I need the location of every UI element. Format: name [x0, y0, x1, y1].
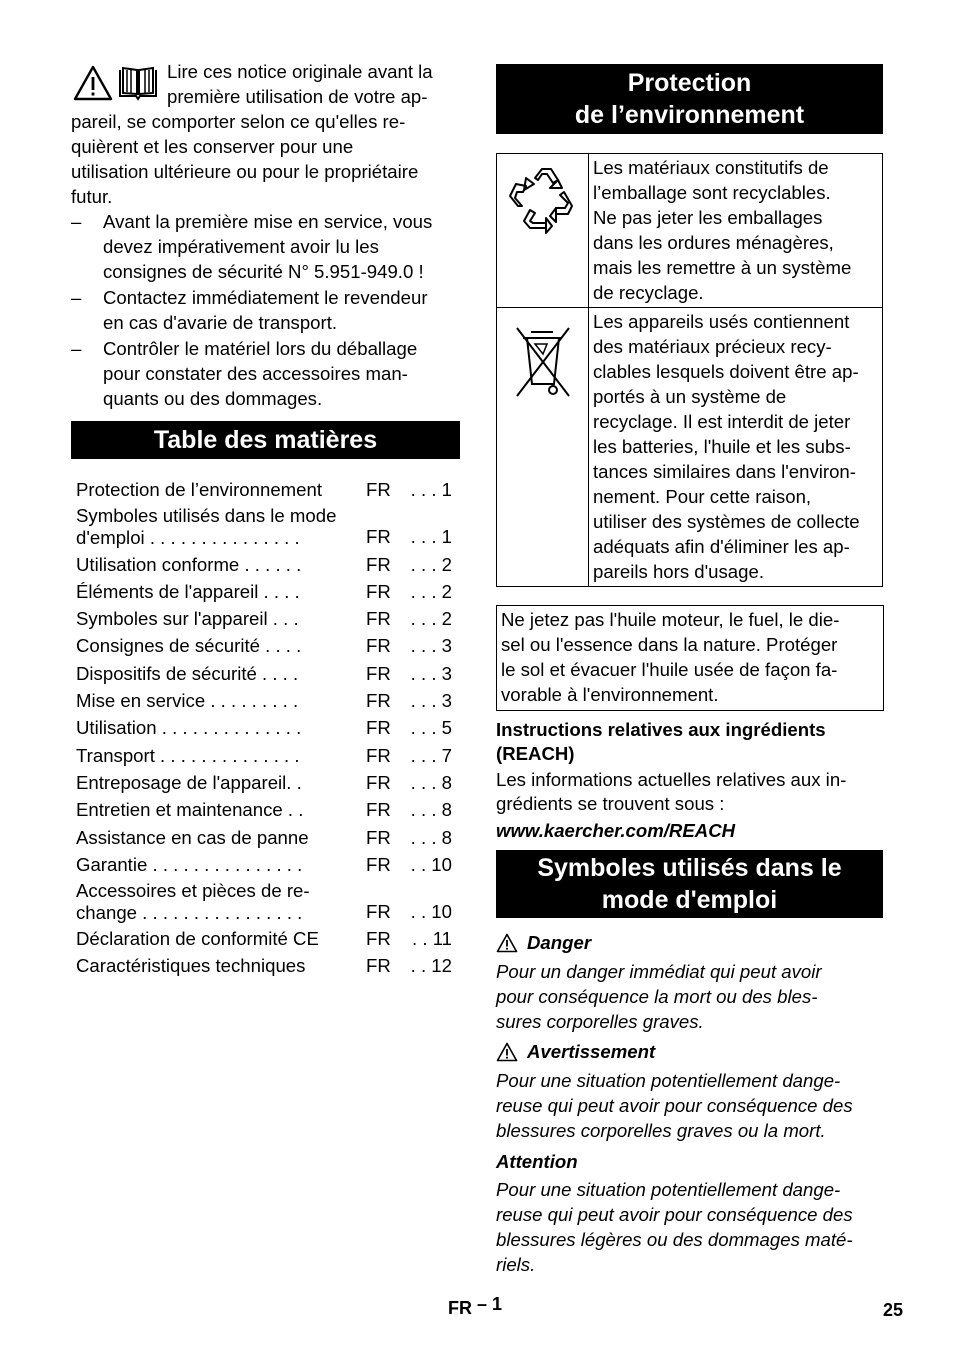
- heading-line: mode d'emploi: [601, 886, 778, 914]
- toc-title: Éléments de l'appareil . . . .: [76, 580, 300, 602]
- toc-title: Utilisation conforme . . . . . .: [76, 553, 302, 575]
- warning-line: Pour une situation potentiellement dange-: [496, 1070, 841, 1091]
- toc-row[interactable]: [76, 824, 458, 851]
- toc-lang: FR: [366, 690, 391, 712]
- environment-table: [496, 153, 883, 587]
- toc-lang: FR: [366, 928, 391, 950]
- recycle-line: l’emballage sont recyclables.: [593, 182, 831, 203]
- bullet-dash: –: [71, 211, 82, 232]
- recycle-icon-cell: [497, 154, 589, 308]
- toc-row[interactable]: [76, 660, 458, 687]
- toc-row[interactable]: [76, 504, 458, 551]
- oil-line: sel ou l'essence dans la nature. Protéger: [501, 634, 838, 655]
- recycle-text-cell: [589, 154, 883, 308]
- toc-lang: FR: [366, 900, 391, 922]
- intro-line-2: première utilisation de votre ap-: [167, 86, 428, 107]
- oil-line: Ne jetez pas l'huile moteur, le fuel, le die-: [501, 609, 840, 630]
- caution-text: [496, 1177, 886, 1277]
- toc-row[interactable]: [76, 477, 458, 504]
- toc-row[interactable]: [76, 688, 458, 715]
- danger-text: [496, 959, 886, 1034]
- toc-title: Symboles sur l'appareil . . .: [76, 608, 299, 630]
- toc-row[interactable]: [76, 797, 458, 824]
- reach-link[interactable]: www.kaercher.com/REACH: [496, 820, 736, 841]
- toc-title: Entretien et maintenance . .: [76, 799, 304, 821]
- toc-title: Déclaration de conformité CE: [76, 928, 319, 950]
- crossed-bin-icon-cell: [497, 308, 589, 587]
- weee-line: tances similaires dans l'environ-: [593, 461, 856, 482]
- toc-row[interactable]: [76, 742, 458, 769]
- recycle-icon: [506, 166, 580, 246]
- reach-title-line: (REACH): [496, 743, 575, 764]
- toc-title: Entreposage de l'appareil. .: [76, 771, 302, 793]
- weee-line: portés à un système de: [593, 386, 787, 407]
- weee-line: pareils hors d'usage.: [593, 561, 764, 582]
- bullet-dash: –: [71, 287, 82, 308]
- warning-text: [496, 1068, 886, 1143]
- caution-line: blessures légères ou des dommages maté-: [496, 1229, 853, 1250]
- toc-page: . . . 5: [410, 717, 452, 739]
- intro-line: quièrent et les conserver pour une: [71, 136, 354, 157]
- weee-line: recyclage. Il est interdit de jeter: [593, 411, 851, 432]
- page-number: 25: [883, 1300, 904, 1320]
- warning-heading: [496, 1039, 655, 1064]
- toc-page: . . . 7: [410, 744, 452, 766]
- toc-lang: FR: [366, 662, 391, 684]
- bullet-line: quants ou des dommages.: [103, 388, 323, 409]
- toc-lang: FR: [366, 580, 391, 602]
- toc-title: [76, 880, 361, 924]
- table-of-contents: [76, 477, 458, 980]
- bullet-line: Contrôler le matériel lors du déballage: [103, 338, 418, 359]
- toc-lang: FR: [366, 853, 391, 875]
- reach-title-line: Instructions relatives aux ingrédients: [496, 719, 826, 740]
- heading-line: de l’environnement: [574, 101, 805, 129]
- intro-first-lines: [167, 59, 467, 109]
- heading-line: Symboles utilisés dans le: [537, 854, 842, 882]
- warning-line: blessures corporelles graves ou la mort.: [496, 1120, 826, 1141]
- oil-line: le sol et évacuer l'huile usée de façon fa-: [501, 659, 838, 680]
- toc-lang: FR: [366, 479, 391, 501]
- intro-line: futur.: [71, 186, 113, 207]
- toc-page: . . . 3: [410, 635, 452, 657]
- intro-line: pareil, se comporter selon ce qu'elles re-: [71, 111, 406, 132]
- weee-text-cell: [589, 308, 883, 587]
- toc-page: . . 11: [412, 928, 452, 950]
- toc-page: . . . 2: [410, 608, 452, 630]
- danger-line: sures corporelles graves.: [496, 1011, 704, 1032]
- toc-lang: FR: [366, 955, 391, 977]
- toc-page: . . . 8: [410, 799, 452, 821]
- recycle-line: mais les remettre à un système: [593, 257, 852, 278]
- recycle-row: [497, 154, 883, 308]
- toc-page: . . . 2: [410, 580, 452, 602]
- toc-lang: FR: [366, 553, 391, 575]
- intro-line-1: Lire ces notice originale avant la: [167, 61, 433, 82]
- bullet-line: consignes de sécurité N° 5.951-949.0 !: [103, 261, 424, 282]
- footer-num: 1: [492, 1294, 503, 1314]
- footer-num-group: [477, 1294, 502, 1314]
- toc-title: Transport . . . . . . . . . . . . . .: [76, 744, 300, 766]
- warning-triangle-icon: [496, 1042, 518, 1062]
- warning-line: reuse qui peut avoir pour conséquence des: [496, 1095, 853, 1116]
- toc-page: . . . 8: [410, 771, 452, 793]
- toc-page: . . . 1: [410, 526, 452, 548]
- toc-page: . . 10: [410, 853, 452, 875]
- toc-title: Garantie . . . . . . . . . . . . . . .: [76, 853, 303, 875]
- caution-line: Pour une situation potentiellement dange-: [496, 1179, 841, 1200]
- bullet-dash: –: [71, 338, 82, 359]
- toc-row[interactable]: [76, 879, 458, 926]
- toc-page: . . . 3: [410, 662, 452, 684]
- recycle-line: de recyclage.: [593, 282, 704, 303]
- caution-heading: [496, 1149, 578, 1174]
- danger-line: Pour un danger immédiat qui peut avoir: [496, 961, 822, 982]
- toc-row[interactable]: [76, 606, 458, 633]
- caution-label: Attention: [496, 1151, 578, 1172]
- toc-page: . . . 3: [410, 690, 452, 712]
- warning-label: Avertissement: [527, 1041, 656, 1062]
- toc-page: . . 10: [410, 900, 452, 922]
- toc-title: Assistance en cas de panne: [76, 826, 309, 848]
- toc-lang: FR: [366, 608, 391, 630]
- symbols-heading: [496, 850, 883, 918]
- toc-title: [76, 505, 361, 549]
- heading-line: Protection: [627, 69, 752, 97]
- toc-heading: Table des matières: [71, 421, 460, 459]
- intro-rest: [71, 109, 466, 209]
- toc-row[interactable]: [76, 852, 458, 879]
- intro-line: utilisation ultérieure ou pour le propriétaire: [71, 161, 419, 182]
- toc-title: Protection de l’environnement: [76, 479, 322, 501]
- toc-lang: FR: [366, 526, 391, 548]
- intro-bullet-list: [71, 209, 463, 412]
- footer-section-ref: [448, 1296, 502, 1321]
- caution-line: riels.: [496, 1254, 536, 1275]
- weee-line: des matériaux précieux recy-: [593, 336, 832, 357]
- footer-dash: –: [477, 1294, 488, 1314]
- toc-title-line: Symboles utilisés dans le mode: [76, 505, 337, 527]
- toc-lang: FR: [366, 635, 391, 657]
- toc-row[interactable]: [76, 926, 458, 953]
- manual-book-icon: [117, 66, 159, 108]
- weee-line: nement. Pour cette raison,: [593, 486, 812, 507]
- toc-page: . . 12: [410, 955, 452, 977]
- toc-page: . . . 2: [410, 553, 452, 575]
- crossed-bin-icon: [513, 324, 573, 402]
- toc-title: Caractéristiques techniques: [76, 955, 306, 977]
- toc-title-line: Accessoires et pièces de re-: [76, 879, 310, 901]
- weee-line: adéquats afin d'éliminer les ap-: [593, 536, 850, 557]
- toc-title: Mise en service . . . . . . . . .: [76, 690, 299, 712]
- reach-text-line: Les informations actuelles relatives aux in-: [496, 769, 847, 790]
- weee-line: les batteries, l'huile et les subs-: [593, 436, 851, 457]
- footer-lang: FR: [448, 1298, 472, 1318]
- weee-line: clables lesquels doivent être ap-: [593, 361, 859, 382]
- recycle-line: Les matériaux constitutifs de: [593, 157, 829, 178]
- weee-line: utiliser des systèmes de collecte: [593, 511, 860, 532]
- warning-triangle-icon: [496, 933, 518, 953]
- toc-title: Consignes de sécurité . . . .: [76, 635, 302, 657]
- recycle-line: Ne pas jeter les emballages: [593, 207, 823, 228]
- danger-heading: [496, 930, 591, 955]
- toc-row[interactable]: [76, 633, 458, 660]
- toc-title-line: d'emploi . . . . . . . . . . . . . . .: [76, 527, 300, 549]
- toc-row[interactable]: [76, 715, 458, 742]
- toc-row[interactable]: [76, 953, 458, 980]
- toc-title: Dispositifs de sécurité . . . .: [76, 662, 299, 684]
- oil-line: vorable à l'environnement.: [501, 684, 719, 705]
- toc-row[interactable]: [76, 770, 458, 797]
- toc-title: Utilisation . . . . . . . . . . . . . .: [76, 717, 302, 739]
- bullet-item: [71, 285, 463, 335]
- toc-row[interactable]: [76, 579, 458, 606]
- toc-lang: FR: [366, 771, 391, 793]
- weee-row: [497, 308, 883, 587]
- toc-page: . . . 8: [410, 826, 452, 848]
- toc-lang: FR: [366, 744, 391, 766]
- reach-text: [496, 768, 886, 816]
- bullet-line: en cas d'avarie de transport.: [103, 312, 338, 333]
- oil-notice-box: [496, 605, 884, 711]
- toc-title-line: change . . . . . . . . . . . . . . . .: [76, 901, 303, 923]
- caution-line: reuse qui peut avoir pour conséquence des: [496, 1204, 853, 1225]
- toc-lang: FR: [366, 826, 391, 848]
- danger-line: pour conséquence la mort ou des bles-: [496, 986, 818, 1007]
- reach-text-line: grédients se trouvent sous :: [496, 793, 725, 814]
- toc-row[interactable]: [76, 551, 458, 578]
- bullet-item: [71, 209, 463, 284]
- reach-title: [496, 718, 886, 766]
- toc-page: . . . 1: [410, 479, 452, 501]
- recycle-line: dans les ordures ménagères,: [593, 232, 834, 253]
- toc-lang: FR: [366, 799, 391, 821]
- environment-heading: [496, 64, 883, 134]
- bullet-line: devez impérativement avoir lu les: [103, 236, 379, 257]
- toc-lang: FR: [366, 717, 391, 739]
- bullet-item: [71, 336, 463, 411]
- bullet-line: Contactez immédiatement le revendeur: [103, 287, 428, 308]
- danger-label: Danger: [527, 932, 592, 953]
- weee-line: Les appareils usés contiennent: [593, 311, 850, 332]
- bullet-line: Avant la première mise en service, vous: [103, 211, 433, 232]
- bullet-line: pour constater des accessoires man-: [103, 363, 408, 384]
